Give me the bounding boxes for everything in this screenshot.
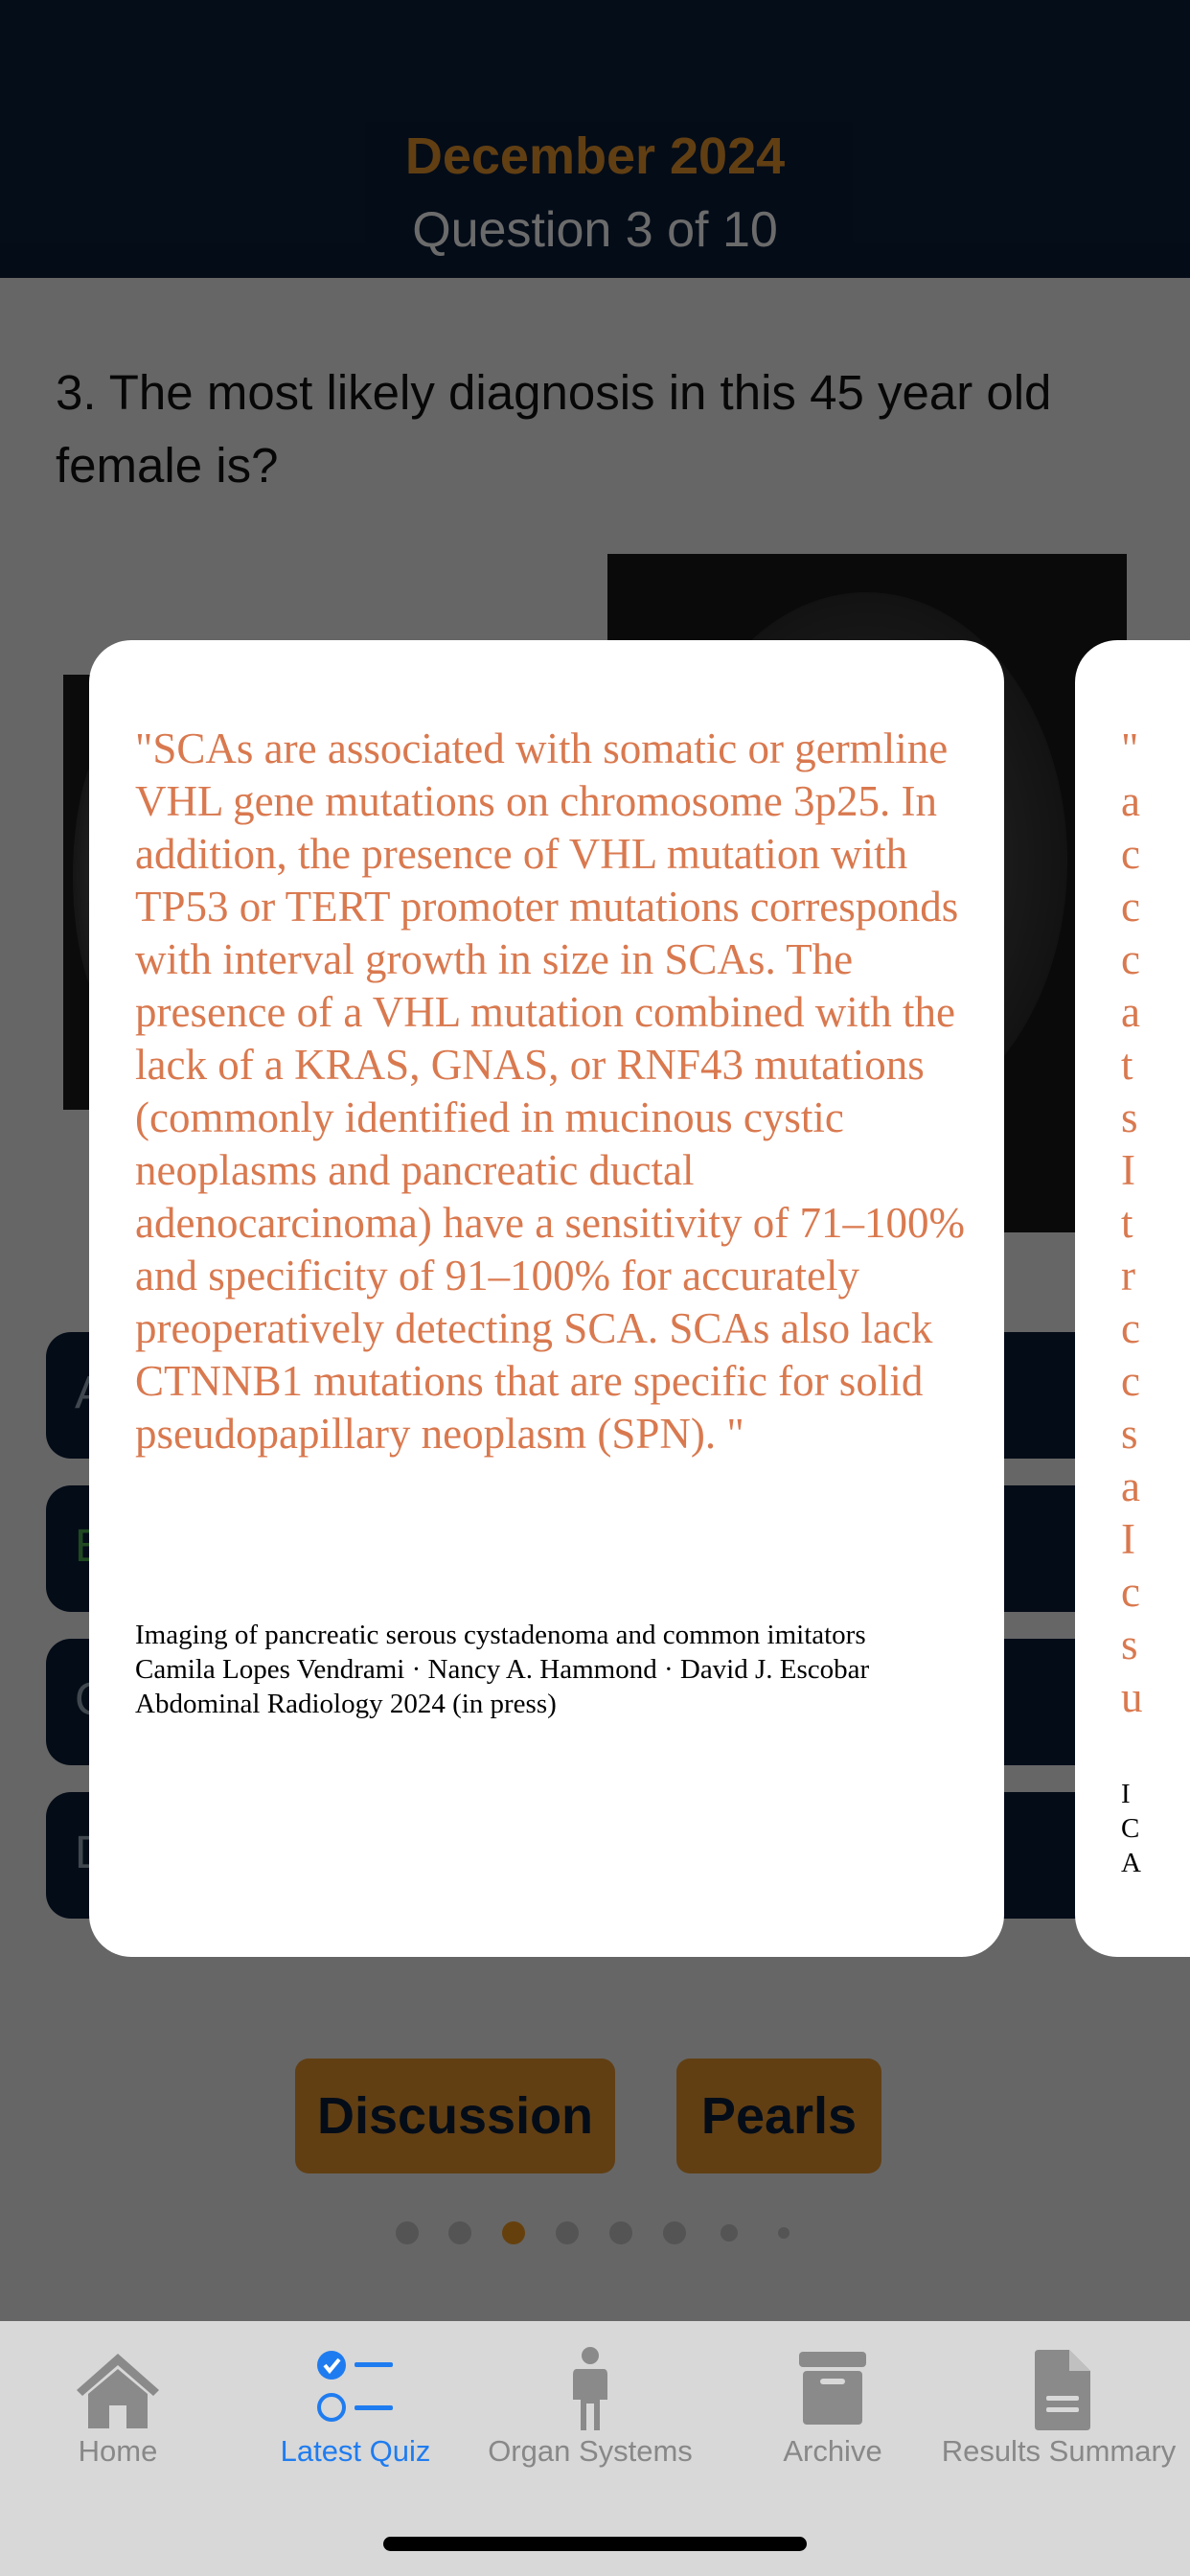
next-card-quote-edge: " a c c c a t s I t r c c s a I c s u (1121, 724, 1143, 1721)
tab-label: Archive (783, 2434, 882, 2468)
pearl-quote: "SCAs are associated with somatic or germline VHL gene mutations on chromosome 3p25. In addition, the presence of VHL mutation with TP53 or TERT promoter mutations corresponds with interval growth in size in SCAs. The presence of a VHL mutation combined with the lack of a KRAS, GNAS, or RNF43 mutations (commonly identified in mucinous cystic neoplasms and pancreatic ductal adenocarcinoma) have a sensitivity of 71–100% and specificity of 91–100% for accurately preoperatively detecting SCA. SCAs also lack CTNNB1 mutations that are specific for solid pseudopapillary neoplasm (SPN). " (135, 724, 965, 1458)
pearl-card[interactable] (89, 640, 1004, 1957)
citation-journal: Abdominal Radiology 2024 (in press) (135, 1689, 557, 1719)
citation-authors: Camila Lopes Vendrami · Nancy A. Hammond · David J. Escobar (135, 1654, 870, 1685)
person-icon (479, 2346, 701, 2432)
next-pearl-card[interactable] (1075, 640, 1190, 1957)
tab-archive[interactable] (738, 2321, 927, 2494)
tab-home[interactable] (27, 2321, 209, 2494)
tab-results-summary[interactable] (937, 2321, 1180, 2494)
home-icon (27, 2346, 209, 2432)
document-icon (937, 2346, 1180, 2432)
citation-title: Imaging of pancreatic serous cystadenoma and common imitators (135, 1620, 866, 1650)
tab-label: Home (78, 2434, 158, 2468)
tab-latest-quiz[interactable] (251, 2321, 460, 2494)
tab-label: Latest Quiz (280, 2434, 431, 2468)
archive-icon (738, 2346, 927, 2432)
tab-organ-systems[interactable] (479, 2321, 701, 2494)
tab-label: Organ Systems (488, 2434, 693, 2468)
home-indicator[interactable] (383, 2537, 807, 2551)
pearl-citation (135, 1618, 978, 1721)
next-card-citation-edge (1121, 1777, 1190, 1882)
next-card-citation-letters: I C A (1121, 1779, 1141, 1878)
checklist-icon (251, 2346, 460, 2432)
tab-label: Results Summary (941, 2434, 1177, 2468)
